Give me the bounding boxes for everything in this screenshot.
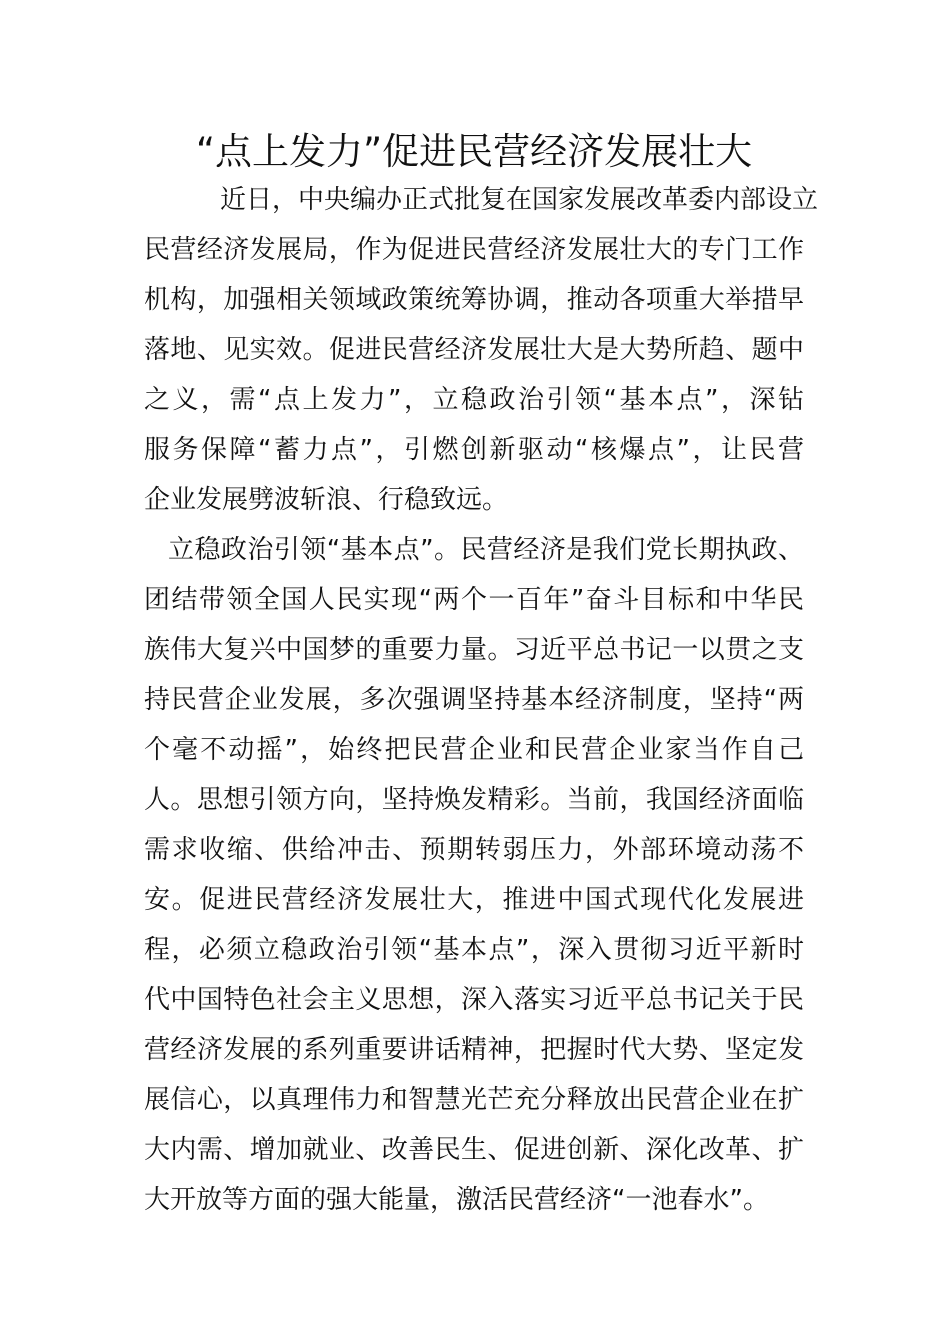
paragraph-line: 个毫不动摇”，始终把民营企业和民营企业家当作自己 (144, 735, 804, 765)
paragraph-line: 安。促进民营经济发展壮大，推进中国式现代化发展进 (144, 885, 804, 915)
paragraph-line: 程，必须立稳政治引领“基本点”，深入贯彻习近平新时 (144, 935, 804, 965)
paragraph-line: 需求收缩、供给冲击、预期转弱压力，外部环境动荡不 (144, 835, 804, 865)
paragraph-line: 展信心，以真理伟力和智慧光芒充分释放出民营企业在扩 (144, 1085, 804, 1115)
paragraph-2 (144, 525, 804, 1225)
document-title: “点上发力”促进民营经济发展壮大 (195, 130, 753, 173)
paragraph-line: 服务保障“蓄力点”，引燃创新驱动“核爆点”，让民营 (144, 435, 804, 465)
paragraph-1 (144, 175, 819, 525)
paragraph-line: 族伟大复兴中国梦的重要力量。习近平总书记一以贯之支 (144, 635, 804, 665)
paragraph-line: 之义，需“点上发力”，立稳政治引领“基本点”，深钻 (144, 385, 804, 415)
paragraph-line: 企业发展劈波斩浪、行稳致远。 (144, 485, 509, 515)
paragraph-line: 大内需、增加就业、改善民生、促进创新、深化改革、扩 (144, 1135, 804, 1165)
paragraph-line: 人。思想引领方向，坚持焕发精彩。当前，我国经济面临 (144, 785, 804, 815)
paragraph-line: 近日，中央编办正式批复在国家发展改革委内部设立 (220, 185, 819, 215)
paragraph-line: 机构，加强相关领域政策统筹协调，推动各项重大举措早 (144, 285, 804, 315)
paragraph-line: 代中国特色社会主义思想，深入落实习近平总书记关于民 (144, 985, 804, 1015)
paragraph-line: 落地、见实效。促进民营经济发展壮大是大势所趋、题中 (144, 335, 804, 365)
paragraph-line: 营经济发展的系列重要讲话精神，把握时代大势、坚定发 (144, 1035, 804, 1065)
paragraph-line: 大开放等方面的强大能量，激活民营经济“一池春水”。 (144, 1185, 769, 1215)
paragraph-line: 持民营企业发展，多次强调坚持基本经济制度，坚持“两 (144, 685, 804, 715)
paragraph-line: 立稳政治引领“基本点”。民营经济是我们党长期执政、 (168, 535, 804, 565)
paragraph-line: 民营经济发展局，作为促进民营经济发展壮大的专门工作 (144, 235, 804, 265)
paragraph-line: 团结带领全国人民实现“两个一百年”奋斗目标和中华民 (144, 585, 804, 615)
